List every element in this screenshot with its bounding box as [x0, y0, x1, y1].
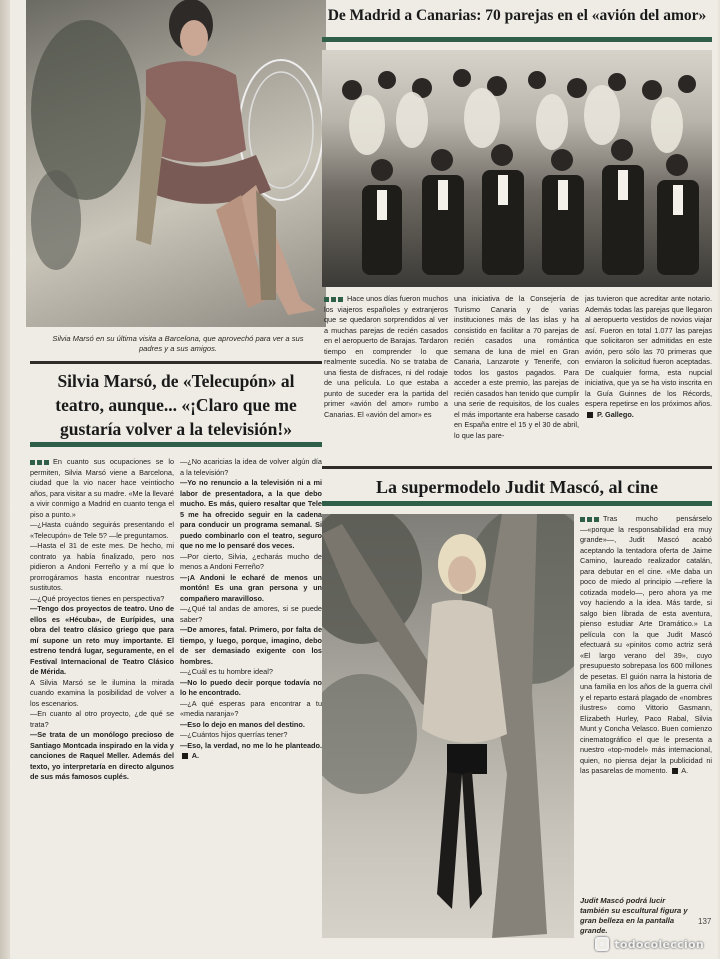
silvia-col2-p11: —Eso, la verdad, no me lo he planteado. [180, 740, 322, 750]
silvia-col1-p3: —¿Qué proyectos tienes en perspectiva? [30, 593, 165, 603]
avion-article-col-3 [585, 294, 712, 464]
avion-signature: P. Gallego. [597, 409, 634, 419]
end-mark-icon [182, 753, 188, 759]
judit-bullets-icon [580, 517, 599, 522]
avion-bullets-icon [324, 297, 343, 302]
avion-article-col-1 [324, 294, 448, 464]
silvia-col2-p6: —¿Cuál es tu hombre ideal? [180, 667, 273, 676]
silvia-col1-p1: —¿Hasta cuándo seguirás presentando el «Telecupón» de Tele 5? —le preguntamos. [30, 520, 174, 540]
silvia-article-col-2 [180, 457, 322, 942]
silvia-headline-text: Silvia Marsó, de «Telecupón» al teatro, aunque... «¡Claro que me gustaría volver a la televisión!» [55, 371, 297, 439]
avion-end-mark-icon [587, 412, 593, 418]
watermark-text: todocoleccion [614, 937, 704, 951]
avion-article-col-2 [454, 294, 579, 464]
judit-headline-text: La supermodelo Judit Mascó, al cine [376, 477, 658, 497]
silvia-col1-p2: —Hasta el 31 de este mes. De hecho, mi contrato ya había finalizado, pero nos pidieron a Andoni Ferreño y a mí que lo prorrogáramos hasta encontrar nuestros sustitutos. [30, 541, 174, 592]
judit-signature: A. [681, 766, 689, 775]
silvia-col2-p9: —Eso lo dejo en manos del destino. [180, 719, 305, 729]
silvia-col2-p1: —Yo no renuncio a la televisión ni a mi labor de presentadora, a la que debo mucho. Es más, quiero resaltar que Tele 5 me ha ofrecido seguir en la cadena para conducir un programa semanal. Si puedo combinarlo con el teatro, seguro que no me lo pensaré dos veces. [180, 478, 322, 550]
judit-body: Tras mucho pensárselo —«porque la responsabilidad era muy grande»—, Judit Mascó acabó aceptando la tentadora oferta de Jaime Camino, laureado realizador catalán, para debutar en el cine. «Me daba un poco de miedo al principio —refiere la cotizada modelo—, pero ahora ya me voy haciendo a la idea. Más tarde, si salgo bien librada de esta aventura, pienso estudiar Arte Dramático.» La película con la que Judit Mascó efectuará su «pinitos como actriz será «El largo verano del 39», cuyo presupuesto sobrepasa los 600 millones de pesetas. El guión narra la historia de una familia en los años de la guerra civil y el reparto estará plagado de «nombres ilustres» como Vittorio Gasmann, Elizabeth Hurley, Paco Rabal, Silvia Munt y Concha Velasco. Buen comienzo cinematográfico el que le presenta a nuestro «top-model» más internacional, quien, no piensa dejar la publicidad ni las pasarelas de momento. [580, 514, 712, 775]
silvia-col2-p3: —¡A Andoni le echaré de menos un montón! Es una gran persona y un compañero maravilloso. [180, 572, 322, 603]
silvia-col1-p6: —En cuanto al otro proyecto, ¿de qué se trata? [30, 709, 174, 729]
avion-col3-text: jas tuvieron que acreditar ante notario. Además todas las parejas que llegaron al aeropuerto vestidos de novios viajar así. Fueron en total 1.077 las parejas que solicitaron ser admitidas en este avión, pero sólo las 70 primeras que enviaron la solicitud fueron aceptadas. De cualquier forma, esta nupcial iniciativa, que ya se ha visto inscrita en la Guía Guinnes de los Récords, espera repetirse en los próximos años. [585, 294, 712, 408]
silvia-col1-p0: En cuanto sus ocupaciones se lo permiten, Silvia Marsó viene a Barcelona, ciudad que la vio nacer hace veintiocho años, para visitar a su madre. «Me la llevaré a vivir conmigo a Madrid en cuanto tenga el piso a punto.» [30, 457, 174, 519]
watermark [595, 937, 704, 951]
avion-headline [322, 0, 712, 42]
silvia-signature: A. [191, 751, 200, 760]
silvia-photo-caption: Silvia Marsó en su última visita a Barcelona, que aprovechó para ver a sus padres y a sus amigos. [52, 334, 304, 353]
silvia-article-col-1 [30, 457, 174, 942]
silvia-col2-p7: —No lo puedo decir porque todavía no lo he encontrado. [180, 677, 322, 697]
silvia-marso-photo [26, 0, 326, 327]
judit-masco-photo [322, 514, 574, 938]
silvia-col2-p4: —¿Qué tal andas de amores, si se puede saber? [180, 604, 322, 624]
avion-headline-text: De Madrid a Canarias: 70 parejas en el «avión del amor» [327, 7, 707, 24]
avion-col1-text: Hace unos días fueron muchos los viajeros españoles y extranjeros que se quedaron sorprendidos al ver a muchas parejas de recién casados en el aeropuerto de Barajas. Tardaron tiempo en comprender lo que realmente sucedía. No se trataba de una fiesta de disfraces, ni del rodaje de una película. Lo que estaba a punto de suceder era la partida del primer «avión del amor» rumbo a Canarias. El «avión del amor» es [324, 294, 448, 419]
couples-group-photo [322, 50, 712, 287]
judit-end-mark-icon [672, 768, 678, 774]
silvia-col2-p0: —¿No acaricias la idea de volver algún día a la televisión? [180, 457, 322, 477]
page-number: 137 [698, 917, 712, 926]
avion-col2-text: una iniciativa de la Consejería de Turismo Canaria y de varias instituciones más de las islas y ha consistido en facilitar a 70 parejas de recién casados una romántica semana de luna de miel en Gran Canaria, Lanzarote y Tenerife, con todos los gastos pagados. Para acceder a este premio, las parejas de recién casados han tenido que cumplir una serie de requisitos, de los cuales el más importante era haberse casado en España entre el 15 y el 30 de abril, lo que las pare- [454, 294, 579, 440]
silvia-col2-p10: —¿Cuántos hijos querrías tener? [180, 730, 288, 739]
silvia-col2-p8: —¿A qué esperas para encontrar a tu «media naranja»? [180, 698, 322, 718]
silvia-headline [30, 361, 322, 447]
silvia-col1-p7: —Se trata de un monólogo precioso de Santiago Montcada inspirado en la vida y canciones de Raquel Meller. Además del texto, yo interpretaría en directo algunos de sus más famosos cuplés. [30, 730, 174, 781]
judit-photo-caption: Judit Mascó podrá lucir también su escultural figura y gran belleza en la pantalla grande. [580, 896, 688, 935]
silvia-col2-p5: —De amores, fatal. Primero, por falta de tiempo, y luego, porque, imagino, debo de ser demasiado exigente con los hombres. [180, 625, 322, 666]
magazine-page [10, 0, 718, 959]
watermark-logo-icon [595, 937, 609, 951]
silvia-col1-p5: A Silvia Marsó se le ilumina la mirada cuando examina la posibilidad de volver a los escenarios. [30, 677, 174, 708]
judit-article [580, 514, 712, 894]
silvia-col1-p4: —Tengo dos proyectos de teatro. Uno de ellos es «Hécuba», de Eurípides, una obra del teatro clásico griego que para mí supone un reto muy importante. El estreno tendrá lugar, seguramente, en el Festival Internacional de Teatro Clásico de Mérida. [30, 604, 174, 676]
judit-headline [322, 466, 712, 506]
silvia-col2-p2: —Por cierto, Silvia, ¿echarás mucho de menos a Andoni Ferreño? [180, 551, 322, 571]
section-bullets-icon [30, 460, 49, 465]
